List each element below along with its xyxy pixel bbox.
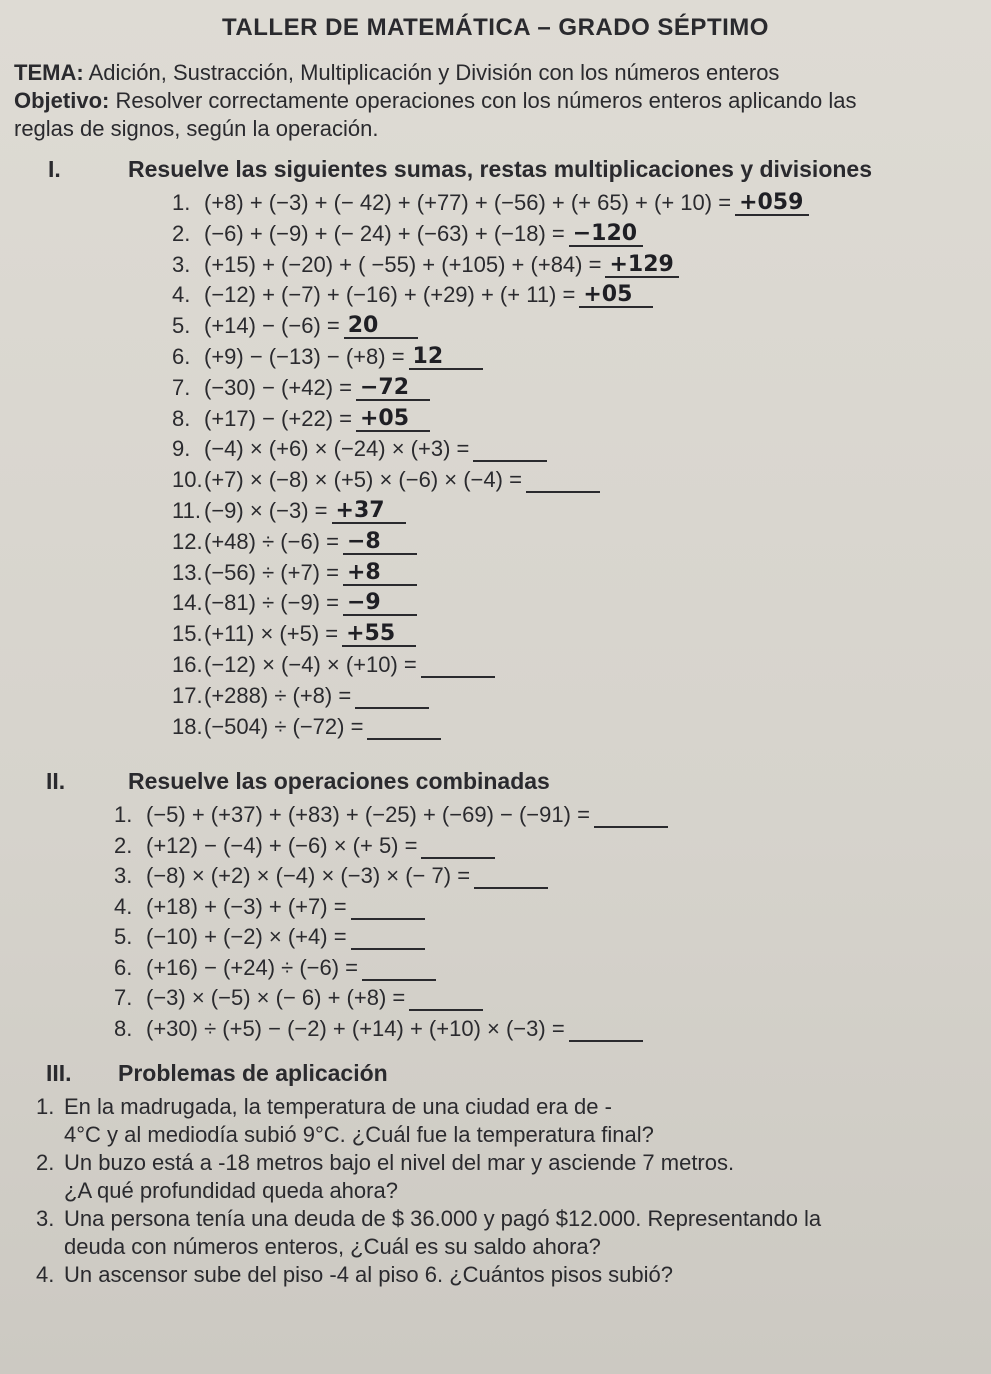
section-3-roman: III. [46, 1060, 72, 1086]
exercise-number: 6. [114, 954, 133, 980]
exercise-number: 12. [172, 528, 203, 554]
exercise-number: 9. [172, 436, 191, 462]
problem-line-2: deuda con números enteros, ¿Cuál es su saldo ahora? [64, 1234, 601, 1259]
problem-text: Un buzo está a -18 metros bajo el nivel del mar y asciende 7 metros. [64, 1150, 735, 1175]
exercise-number: 14. [172, 590, 203, 616]
exercise-expression: (−6) + (−9) + (− 24) + (−63) + (−18) = [204, 220, 565, 246]
exercise-row [172, 252, 679, 278]
answer-blank[interactable]: 20 [344, 315, 418, 339]
answer-blank[interactable] [473, 438, 547, 462]
exercise-number: 11. [172, 498, 201, 523]
exercise-row [114, 955, 436, 981]
exercise-row [114, 894, 425, 920]
answer-blank[interactable] [474, 865, 548, 889]
problem-line-1 [36, 1094, 612, 1120]
answer-blank[interactable] [421, 835, 495, 859]
answer-blank[interactable]: −9 [343, 592, 417, 616]
exercise-row [172, 436, 547, 462]
answer-blank[interactable] [569, 1018, 643, 1042]
exercise-row [114, 1016, 643, 1042]
section-1-heading: Resuelve las siguientes sumas, restas multiplicaciones y divisiones [128, 156, 872, 182]
exercise-row [172, 282, 653, 308]
answer-blank[interactable]: −72 [356, 377, 430, 401]
exercise-number: 3. [172, 251, 191, 277]
worksheet-title: TALLER DE MATEMÁTICA – GRADO SÉPTIMO [222, 14, 769, 41]
exercise-expression: (+18) + (−3) + (+7) = [146, 893, 347, 919]
problem-number: 1. [36, 1094, 55, 1119]
exercise-expression: (+48) ÷ (−6) = [204, 528, 339, 554]
answer-blank[interactable]: −120 [569, 223, 643, 247]
exercise-expression: (−12) + (−7) + (−16) + (+29) + (+ 11) = [204, 282, 576, 308]
exercise-expression: (+30) ÷ (+5) − (−2) + (+14) + (+10) × (−3) = [146, 1015, 565, 1041]
exercise-row [172, 467, 600, 493]
exercise-row [114, 863, 548, 889]
exercise-row [172, 714, 441, 740]
answer-blank[interactable]: +059 [735, 192, 809, 216]
problem-number: 2. [36, 1150, 55, 1175]
exercise-expression: (−3) × (−5) × (− 6) + (+8) = [146, 985, 406, 1010]
exercise-expression: (+12) − (−4) + (−6) × (+ 5) = [146, 832, 418, 858]
topic-line [14, 60, 779, 86]
exercise-expression: (+7) × (−8) × (+5) × (−6) × (−4) = [204, 467, 522, 493]
exercise-number: 5. [172, 313, 191, 339]
exercise-number: 6. [172, 344, 191, 369]
exercise-expression: (+16) − (+24) ÷ (−6) = [146, 954, 359, 980]
exercise-number: 18. [172, 713, 203, 739]
exercise-number: 5. [114, 924, 133, 949]
answer-blank[interactable] [594, 804, 668, 828]
answer-blank[interactable]: +55 [342, 623, 416, 647]
exercise-number: 8. [172, 405, 191, 431]
exercise-number: 4. [172, 282, 191, 308]
answer-blank[interactable]: +8 [343, 562, 417, 586]
section-1-roman: I. [48, 156, 61, 182]
exercise-expression: (+15) + (−20) + ( −55) + (+105) + (+84) = [204, 251, 602, 277]
exercise-row [172, 683, 429, 709]
exercise-row [172, 190, 809, 216]
answer-blank[interactable]: 12 [409, 346, 483, 370]
exercise-expression: (−81) ÷ (−9) = [204, 590, 339, 616]
answer-blank[interactable] [362, 957, 436, 981]
answer-blank[interactable]: −8 [343, 531, 417, 555]
exercise-row [114, 802, 668, 828]
answer-blank[interactable]: +05 [356, 408, 430, 432]
objective-line-1 [14, 88, 857, 114]
problem-line-1 [36, 1262, 673, 1288]
exercise-number: 7. [114, 985, 133, 1010]
topic-text: Adición, Sustracción, Multiplicación y División con los números enteros [88, 60, 780, 85]
problem-line-1 [36, 1150, 734, 1176]
exercise-expression: (−8) × (+2) × (−4) × (−3) × (− 7) = [146, 863, 471, 888]
exercise-expression: (+8) + (−3) + (− 42) + (+77) + (−56) + (+ 65) + (+ 10) = [204, 190, 732, 215]
answer-blank[interactable] [526, 469, 600, 493]
exercise-number: 8. [114, 1015, 133, 1041]
exercise-row [172, 313, 418, 339]
answer-blank[interactable]: +129 [605, 254, 679, 278]
answer-blank[interactable]: +05 [579, 284, 653, 308]
exercise-row [172, 221, 643, 247]
answer-blank[interactable] [421, 654, 495, 678]
exercise-row [172, 560, 417, 586]
exercise-row [172, 590, 417, 616]
exercise-number: 1. [172, 190, 191, 215]
exercise-expression: (−12) × (−4) × (+10) = [204, 652, 417, 677]
exercise-row [172, 529, 417, 555]
exercise-row [172, 344, 483, 370]
exercise-expression: (−30) − (+42) = [204, 374, 352, 400]
exercise-expression: (+11) × (+5) = [204, 621, 339, 647]
exercise-number: 17. [172, 682, 203, 708]
exercise-row [172, 375, 430, 401]
exercise-expression: (−504) ÷ (−72) = [204, 713, 364, 739]
exercise-number: 4. [114, 893, 133, 919]
objective-text-1: Resolver correctamente operaciones con los números enteros aplicando las [115, 88, 857, 113]
exercise-expression: (+288) ÷ (+8) = [204, 682, 352, 708]
problem-text: En la madrugada, la temperatura de una ciudad era de - [64, 1094, 612, 1119]
exercise-expression: (+14) − (−6) = [204, 313, 340, 339]
exercise-number: 3. [114, 863, 133, 888]
exercise-expression: (−9) × (−3) = [204, 498, 328, 523]
exercise-row [172, 621, 416, 647]
exercise-row [114, 833, 495, 859]
exercise-expression: (−10) + (−2) × (+4) = [146, 924, 347, 949]
exercise-number: 15. [172, 621, 203, 647]
exercise-number: 2. [172, 220, 191, 246]
section-2-roman: II. [46, 768, 66, 794]
exercise-row [172, 406, 430, 432]
answer-blank[interactable] [367, 716, 441, 740]
exercise-expression: (+9) − (−13) − (+8) = [204, 344, 405, 369]
topic-label: TEMA: [14, 60, 84, 85]
problem-text: Una persona tenía una deuda de $ 36.000 y pagó $12.000. Representando la [64, 1206, 822, 1231]
exercise-number: 2. [114, 832, 133, 858]
exercise-expression: (−5) + (+37) + (+83) + (−25) + (−69) − (−91) = [146, 802, 590, 827]
problem-number: 3. [36, 1206, 55, 1231]
answer-blank[interactable] [355, 685, 429, 709]
exercise-number: 16. [172, 652, 203, 677]
answer-blank[interactable] [351, 896, 425, 920]
answer-blank[interactable] [409, 987, 483, 1011]
objective-line-2: reglas de signos, según la operación. [14, 116, 379, 141]
exercise-number: 1. [114, 802, 133, 827]
objective-label: Objetivo: [14, 88, 110, 113]
exercise-row [172, 652, 495, 678]
exercise-row [172, 498, 406, 524]
answer-blank[interactable] [351, 926, 425, 950]
exercise-expression: (−4) × (+6) × (−24) × (+3) = [204, 436, 470, 462]
exercise-number: 13. [172, 559, 203, 585]
exercise-number: 10. [172, 467, 203, 493]
exercise-expression: (+17) − (+22) = [204, 405, 352, 431]
problem-number: 4. [36, 1262, 55, 1287]
section-3-heading: Problemas de aplicación [118, 1060, 388, 1086]
section-2-heading: Resuelve las operaciones combinadas [128, 768, 550, 794]
exercise-row [114, 924, 425, 950]
problem-line-2: ¿A qué profundidad queda ahora? [64, 1178, 398, 1203]
exercise-number: 7. [172, 374, 191, 400]
problem-line-2: 4°C y al mediodía subió 9°C. ¿Cuál fue la temperatura final? [64, 1122, 654, 1147]
exercise-row [114, 985, 483, 1011]
problem-text: Un ascensor sube del piso -4 al piso 6. ¿Cuántos pisos subió? [64, 1262, 674, 1287]
exercise-expression: (−56) ÷ (+7) = [204, 559, 339, 585]
problem-line-1 [36, 1206, 821, 1232]
answer-blank[interactable]: +37 [332, 500, 406, 524]
